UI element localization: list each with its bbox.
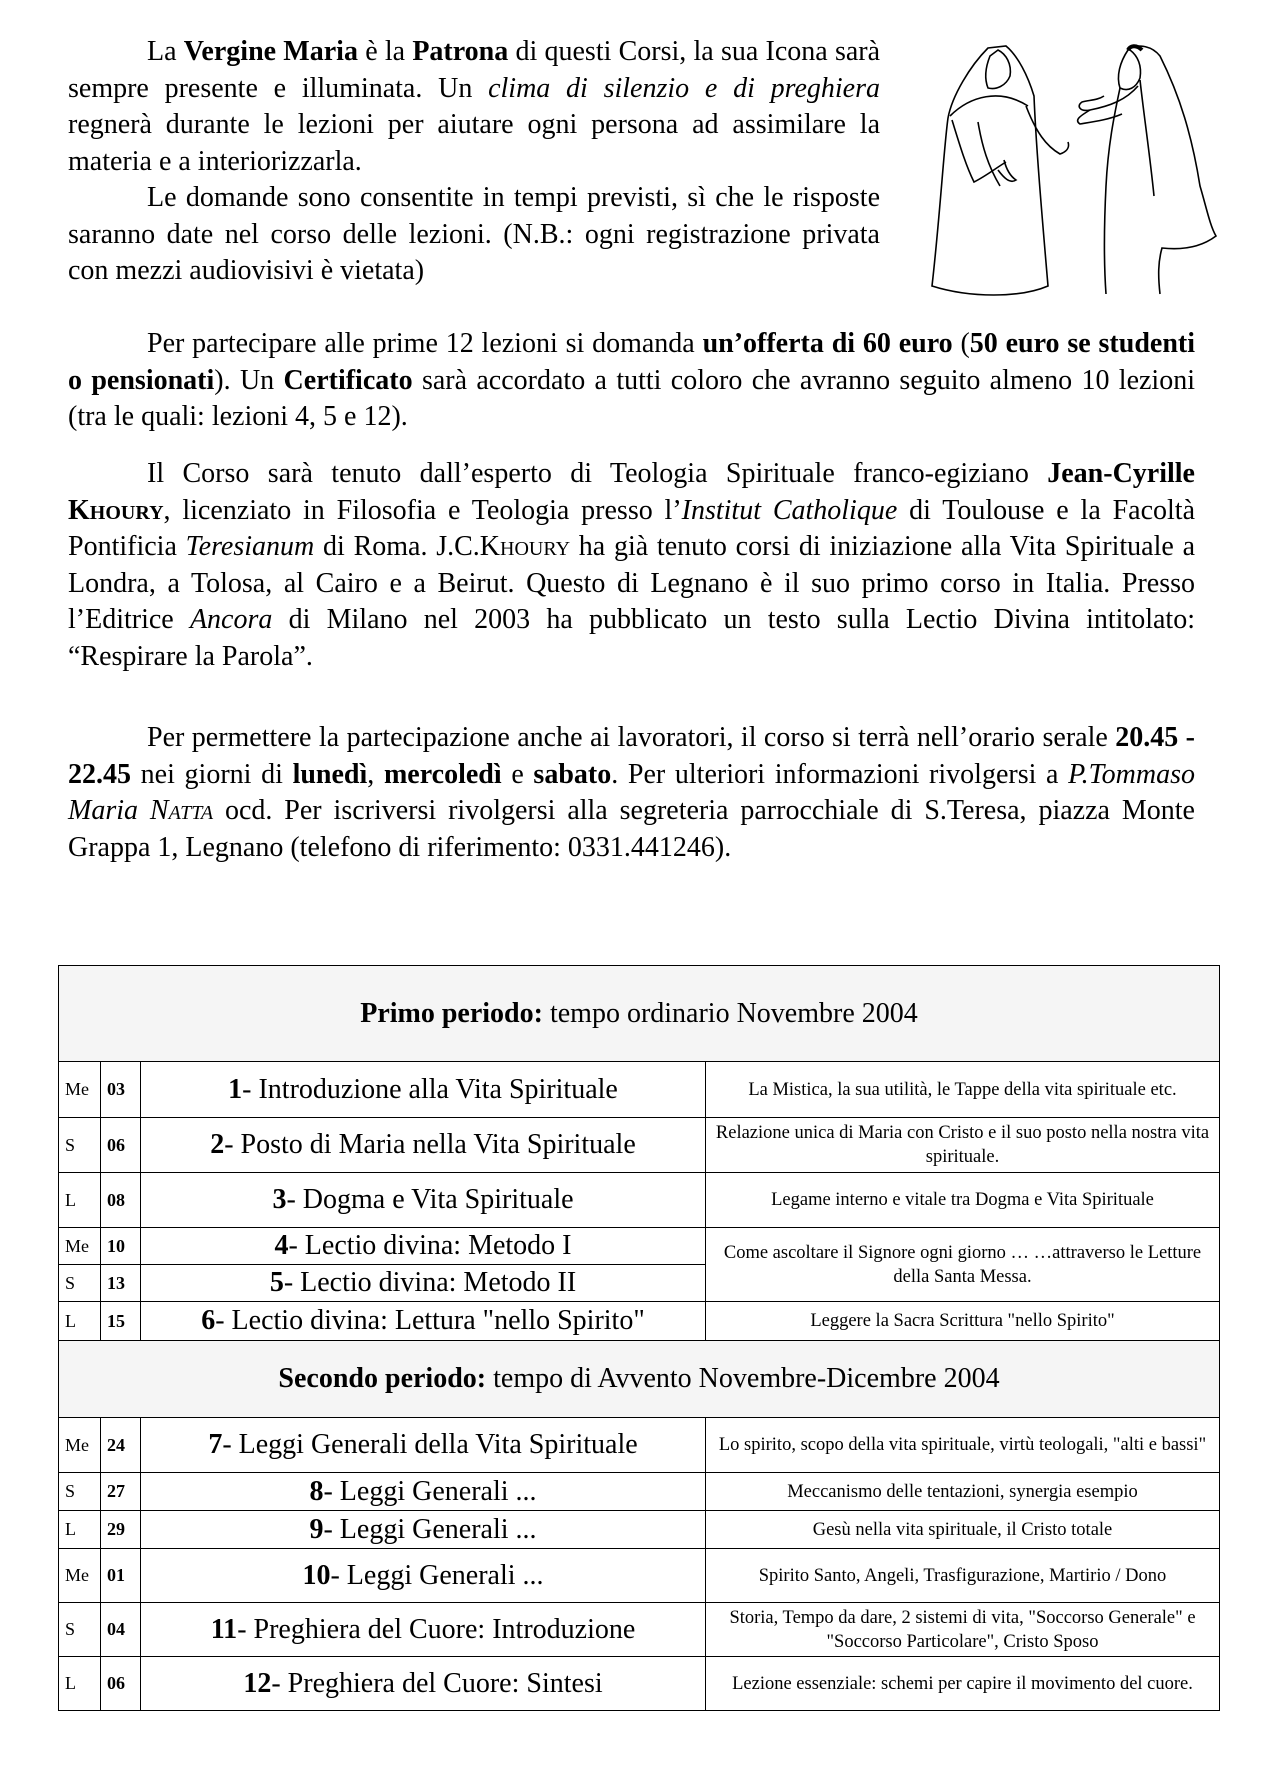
day-cell: L [59, 1173, 101, 1228]
text: ha già tenuto corsi di iniziazione alla Vita Spirituale a Londra, a Tolosa, al Cairo e a Beirut. Questo di Legnano è il suo primo corso in Italia. Presso l’Editrice [68, 531, 1195, 635]
lesson-number: 2 [210, 1129, 225, 1160]
bold-offerta: un’offerta di 60 euro [702, 328, 953, 359]
date-cell: 08 [101, 1173, 141, 1228]
day-cell: S [59, 1603, 101, 1657]
desc-cell: Lo spirito, scopo della vita spirituale, virtù teologali, "alti e bassi" [706, 1418, 1220, 1473]
text: è la [357, 36, 413, 67]
date-cell: 10 [101, 1228, 141, 1265]
period-label: Primo periodo: [360, 997, 543, 1029]
bold-patrona: Patrona [412, 36, 509, 67]
title-cell [141, 1173, 706, 1228]
text: e [501, 758, 534, 790]
title-cell [141, 1603, 706, 1657]
table-row [59, 1657, 1220, 1711]
day-cell: Me [59, 1062, 101, 1118]
lesson-title: - Leggi Generali ... [330, 1559, 544, 1591]
desc-cell: Meccanismo delle tentazioni, synergia esempio [706, 1473, 1220, 1511]
desc-cell: Relazione unica di Maria con Cristo e il suo posto nella nostra vita spirituale. [706, 1118, 1220, 1173]
lesson-number: 10 [302, 1559, 331, 1591]
date-cell: 13 [101, 1265, 141, 1302]
lesson-number: 12 [243, 1667, 272, 1699]
text: di Milano nel 2003 ha pubblicato un testo sulla Lectio Divina intitolato: “Respirare la Parola”. [68, 604, 1195, 672]
text: Jean-Cyrille K [68, 458, 1195, 526]
text: ocd. Per iscriversi rivolgersi alla segreteria parrocchiale di S.Teresa, piazza Monte Grappa 1, Legnano (telefono di riferimento: 0331.441246). [68, 795, 1195, 863]
desc-cell: Come ascoltare il Signore ogni giorno … …attraverso le Letture della Santa Messa. [706, 1228, 1220, 1302]
text: ). Un [214, 364, 284, 396]
paragraph-offerta [68, 326, 1195, 436]
bold-orario: 20.45 - 22.45 [68, 722, 1196, 790]
title-cell [141, 1228, 706, 1265]
text: La [147, 36, 184, 67]
bold-mercoledi: mercoledì [383, 758, 502, 790]
lesson-number: 8 [309, 1475, 324, 1507]
title-cell [141, 1511, 706, 1549]
title-cell [141, 1657, 706, 1711]
table-row [59, 1062, 1220, 1118]
period-label: Secondo periodo: [278, 1363, 487, 1394]
desc-cell: Storia, Tempo da dare, 2 sistemi di vita, "Soccorso Generale" e "Soccorso Particolare", Cristo Sposo [706, 1603, 1220, 1657]
text: regnerà durante le lezioni per aiutare ogni persona ad assimilare la materia e a interiorizzarla. [68, 109, 880, 177]
desc-cell: Lezione essenziale: schemi per capire il movimento del cuore. [706, 1657, 1220, 1711]
text: houry [89, 494, 164, 526]
lesson-title: - Introduzione alla Vita Spirituale [242, 1073, 618, 1105]
period-header [59, 1341, 1220, 1418]
lesson-title: - Posto di Maria nella Vita Spirituale [224, 1129, 636, 1160]
title-cell [141, 1418, 706, 1473]
lesson-title: - Lectio divina: Metodo I [288, 1230, 572, 1261]
table-row [59, 1228, 1220, 1265]
bold-certificato: Certificato [283, 364, 413, 396]
italic-teresianum: Teresianum [185, 531, 315, 562]
paragraph-domande [68, 180, 880, 290]
lesson-title: - Lectio divina: Metodo II [283, 1267, 577, 1298]
day-cell: Me [59, 1228, 101, 1265]
text: nei giorni di [131, 758, 293, 790]
italic-clima: clima di silenzio e di preghiera [488, 72, 881, 104]
text: di Roma. J.C.K [314, 531, 500, 562]
lesson-number: 5 [269, 1267, 284, 1298]
text: di questi Corsi, la sua Icona sarà sempre presente e illuminata. Un [68, 36, 881, 104]
desc-cell: Leggere la Sacra Scrittura "nello Spirito" [706, 1302, 1220, 1341]
paragraph-orario [68, 720, 1195, 866]
day-cell: S [59, 1473, 101, 1511]
lesson-title: - Preghiera del Cuore: Introduzione [237, 1613, 636, 1645]
desc-cell: La Mistica, la sua utilità, le Tappe della vita spirituale etc. [706, 1062, 1220, 1118]
day-cell: Me [59, 1549, 101, 1603]
visitation-line-drawing-icon [930, 36, 1220, 296]
text: atta [168, 795, 214, 826]
lesson-number: 3 [272, 1184, 287, 1215]
text: . Per ulteriori informazioni rivolgersi a [611, 758, 1069, 790]
table-row [59, 1549, 1220, 1603]
italic-ancora: Ancora [189, 604, 273, 635]
text: Il Corso sarà tenuto dall’esperto di Teologia Spirituale franco-egiziano [147, 458, 1048, 489]
day-cell: S [59, 1265, 101, 1302]
lesson-number: 1 [228, 1073, 243, 1105]
table-row [59, 1473, 1220, 1511]
desc-cell: Spirito Santo, Angeli, Trasfigurazione, Martirio / Dono [706, 1549, 1220, 1603]
table-row [59, 1302, 1220, 1341]
lesson-title: - Leggi Generali ... [323, 1513, 537, 1545]
day-cell: L [59, 1302, 101, 1341]
text: Le domande sono consentite in tempi previsti, sì che le risposte saranno date nel corso delle lezioni. (N.B.: ogni registrazione privata con mezzi audiovisivi è vietata) [68, 182, 880, 286]
title-cell [141, 1118, 706, 1173]
title-cell [141, 1265, 706, 1302]
date-cell: 15 [101, 1302, 141, 1341]
date-cell: 27 [101, 1473, 141, 1511]
table-row [59, 1603, 1220, 1657]
text: P.Tommaso Maria N [68, 758, 1195, 826]
paragraph-patrona [68, 34, 880, 180]
title-cell [141, 1062, 706, 1118]
date-cell: 29 [101, 1511, 141, 1549]
period-header-row [59, 1341, 1220, 1418]
lesson-number: 4 [274, 1230, 289, 1261]
italic-institut: Institut Catholique [681, 494, 898, 526]
table-row [59, 1511, 1220, 1549]
lesson-number: 11 [210, 1613, 238, 1645]
lesson-title: - Leggi Generali ... [323, 1475, 537, 1507]
day-cell: Me [59, 1418, 101, 1473]
lesson-title: - Leggi Generali della Vita Spirituale [222, 1429, 638, 1460]
text: , licenziato in Filosofia e Teologia presso l’ [163, 494, 682, 526]
desc-cell: Gesù nella vita spirituale, il Cristo totale [706, 1511, 1220, 1549]
bold-lunedi: lunedì [292, 758, 368, 790]
lesson-title: - Lectio divina: Lettura "nello Spirito" [215, 1305, 645, 1336]
text: , [367, 758, 384, 790]
text: ( [952, 328, 970, 359]
day-cell: L [59, 1657, 101, 1711]
paragraph-docente [68, 456, 1195, 675]
lesson-title: - Dogma e Vita Spirituale [286, 1184, 574, 1215]
text: houry [500, 531, 571, 562]
date-cell: 01 [101, 1549, 141, 1603]
date-cell: 24 [101, 1418, 141, 1473]
text: sarà accordato a tutti coloro che avranno seguito almeno 10 lezioni (tra le quali: lezioni 4, 5 e 12). [68, 364, 1195, 432]
bold-studenti: 50 euro se studenti o pensionati [68, 328, 1196, 396]
title-cell [141, 1549, 706, 1603]
schedule-table [58, 965, 1220, 1711]
date-cell: 06 [101, 1118, 141, 1173]
text: di Toulouse e la Facoltà Pontificia [68, 494, 1196, 562]
lesson-number: 7 [208, 1429, 223, 1460]
day-cell: S [59, 1118, 101, 1173]
date-cell: 03 [101, 1062, 141, 1118]
date-cell: 06 [101, 1657, 141, 1711]
text: Per permettere la partecipazione anche ai lavoratori, il corso si terrà nell’orario serale [147, 722, 1116, 753]
table-row [59, 1118, 1220, 1173]
lesson-number: 6 [201, 1305, 216, 1336]
period-desc: tempo ordinario Novembre 2004 [542, 997, 918, 1029]
day-cell: L [59, 1511, 101, 1549]
date-cell: 04 [101, 1603, 141, 1657]
period-header-row [59, 966, 1220, 1062]
table-row [59, 1418, 1220, 1473]
lesson-title: - Preghiera del Cuore: Sintesi [271, 1667, 603, 1699]
bold-vergine-maria: Vergine Maria [183, 36, 358, 67]
title-cell [141, 1302, 706, 1341]
bold-sabato: sabato [533, 758, 612, 790]
lesson-number: 9 [309, 1513, 324, 1545]
desc-cell: Legame interno e vitale tra Dogma e Vita Spirituale [706, 1173, 1220, 1228]
text: Per partecipare alle prime 12 lezioni si domanda [147, 328, 703, 359]
title-cell [141, 1473, 706, 1511]
period-desc: tempo di Avvento Novembre-Dicembre 2004 [486, 1363, 1000, 1394]
period-header [59, 966, 1220, 1062]
table-row [59, 1173, 1220, 1228]
